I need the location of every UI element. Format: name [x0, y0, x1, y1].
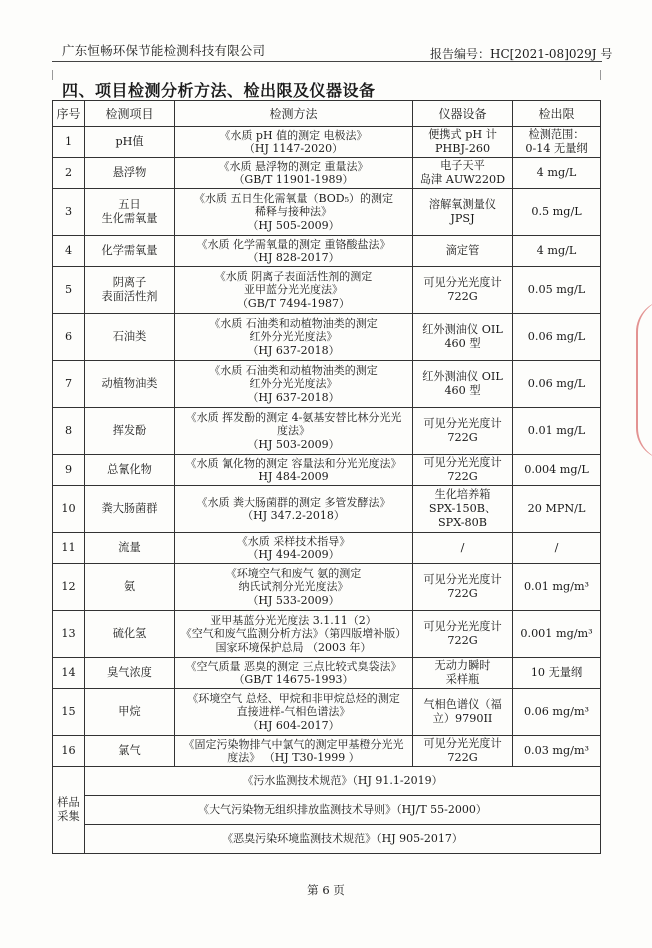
- instrument: 滴定管: [413, 236, 513, 267]
- test-method: 《水质 粪大肠菌群的测定 多管发酵法》 （HJ 347.2-2018）: [175, 486, 413, 533]
- row-number: 4: [53, 236, 85, 267]
- row-number: 7: [53, 361, 85, 408]
- detection-limit: 检测范围： 0-14 无量纲: [513, 127, 601, 158]
- instrument: 可见分光光度计 722G: [413, 736, 513, 767]
- test-method: 亚甲基蓝分光光度法 3.1.11（2） 《空气和废气监测分析方法》（第四版增补版） 国家环境保护总局 （2003 年）: [175, 611, 413, 658]
- table-row: [53, 314, 601, 361]
- table-row: [53, 486, 601, 533]
- instrument: 溶解氧测量仪 JPSJ: [413, 189, 513, 236]
- corner-mark: [600, 70, 601, 80]
- sampling-row: [53, 767, 601, 796]
- test-item: 石油类: [85, 314, 175, 361]
- table-row: [53, 658, 601, 689]
- table-row: [53, 361, 601, 408]
- page-number: 第 6 页: [307, 883, 345, 897]
- detection-limit: 4 mg/L: [513, 158, 601, 189]
- detection-limit: 4 mg/L: [513, 236, 601, 267]
- test-method: 《水质 氰化物的测定 容量法和分光光度法》 HJ 484-2009: [175, 455, 413, 486]
- section-title: 四、项目检测分析方法、检出限及仪器设备: [62, 81, 376, 100]
- instrument: 可见分光光度计 722G: [413, 455, 513, 486]
- test-method: 《水质 石油类和动植物油类的测定 红外分光光度法》 （HJ 637-2018）: [175, 361, 413, 408]
- instrument: 可见分光光度计 722G: [413, 267, 513, 314]
- test-item: 五日 生化需氧量: [85, 189, 175, 236]
- detection-limit: 20 MPN/L: [513, 486, 601, 533]
- header-no: 序号: [53, 101, 85, 127]
- test-item: 阴离子 表面活性剂: [85, 267, 175, 314]
- test-method: 《水质 挥发酚的测定 4-氨基安替比林分光光 度法》 （HJ 503-2009）: [175, 408, 413, 455]
- company-name: 广东恒畅环保节能检测科技有限公司: [62, 43, 266, 58]
- row-number: 16: [53, 736, 85, 767]
- test-item: 甲烷: [85, 689, 175, 736]
- test-method: 《水质 悬浮物的测定 重量法》 （GB/T 11901-1989）: [175, 158, 413, 189]
- detection-limit: 0.01 mg/m³: [513, 564, 601, 611]
- instrument: /: [413, 533, 513, 564]
- sampling-row: [53, 825, 601, 854]
- row-number: 3: [53, 189, 85, 236]
- instrument: 可见分光光度计 722G: [413, 564, 513, 611]
- test-method: 《水质 阴离子表面活性剂的测定 亚甲蓝分光光度法》 （GB/T 7494-1987）: [175, 267, 413, 314]
- header-item: 检测项目: [85, 101, 175, 127]
- test-method: 《水质 五日生化需氧量（BOD₅）的测定 稀释与接种法》 （HJ 505-2009）: [175, 189, 413, 236]
- instrument: 红外测油仪 OIL 460 型: [413, 361, 513, 408]
- row-number: 12: [53, 564, 85, 611]
- row-number: 13: [53, 611, 85, 658]
- table-row: [53, 127, 601, 158]
- test-item: 悬浮物: [85, 158, 175, 189]
- instrument: 气相色谱仪（福 立）9790II: [413, 689, 513, 736]
- table-row: [53, 408, 601, 455]
- detection-limit: 0.05 mg/L: [513, 267, 601, 314]
- table-row: [53, 236, 601, 267]
- test-item: 臭气浓度: [85, 658, 175, 689]
- detection-limit: 0.06 mg/L: [513, 361, 601, 408]
- table-row: [53, 611, 601, 658]
- table-row: [53, 189, 601, 236]
- table-row: [53, 267, 601, 314]
- test-method: 《环境空气 总烃、甲烷和非甲烷总烃的测定 直接进样-气相色谱法》 （HJ 604-2017）: [175, 689, 413, 736]
- instrument: 可见分光光度计 722G: [413, 611, 513, 658]
- row-number: 9: [53, 455, 85, 486]
- report-number: 报告编号：HC[2021-08]029J 号: [430, 47, 613, 61]
- detection-limit: 0.001 mg/m³: [513, 611, 601, 658]
- sampling-standard: 《大气污染物无组织排放监测技术导则》（HJ/T 55-2000）: [85, 796, 601, 825]
- row-number: 1: [53, 127, 85, 158]
- instrument: 无动力瞬时 采样瓶: [413, 658, 513, 689]
- instrument: 红外测油仪 OIL 460 型: [413, 314, 513, 361]
- row-number: 10: [53, 486, 85, 533]
- table-row: [53, 564, 601, 611]
- sampling-label: 样品采集: [53, 767, 85, 854]
- sampling-standard: 《恶臭污染环境监测技术规范》（HJ 905-2017）: [85, 825, 601, 854]
- test-item: 挥发酚: [85, 408, 175, 455]
- test-method: 《固定污染物排气中氯气的测定甲基橙分光光 度法》 （HJ T30-1999 ）: [175, 736, 413, 767]
- header-method: 检测方法: [175, 101, 413, 127]
- test-method: 《空气质量 恶臭的测定 三点比较式臭袋法》 （GB/T 14675-1993）: [175, 658, 413, 689]
- test-method: 《水质 pH 值的测定 电极法》 （HJ 1147-2020）: [175, 127, 413, 158]
- detection-limit: 0.004 mg/L: [513, 455, 601, 486]
- table-row: [53, 455, 601, 486]
- row-number: 2: [53, 158, 85, 189]
- instrument: 便携式 pH 计 PHBJ-260: [413, 127, 513, 158]
- test-item: 化学需氧量: [85, 236, 175, 267]
- sampling-row: [53, 796, 601, 825]
- detection-limit: 0.03 mg/m³: [513, 736, 601, 767]
- methods-table: [52, 100, 601, 854]
- sampling-standard: 《污水监测技术规范》（HJ 91.1-2019）: [85, 767, 601, 796]
- row-number: 5: [53, 267, 85, 314]
- instrument: 可见分光光度计 722G: [413, 408, 513, 455]
- header-divider: [52, 61, 602, 62]
- header-instrument: 仪器设备: [413, 101, 513, 127]
- row-number: 6: [53, 314, 85, 361]
- table-row: [53, 736, 601, 767]
- detection-limit: 0.06 mg/L: [513, 314, 601, 361]
- table-row: [53, 533, 601, 564]
- red-seal-stamp: [636, 300, 652, 460]
- instrument: 电子天平 岛津 AUW220D: [413, 158, 513, 189]
- detection-limit: 0.01 mg/L: [513, 408, 601, 455]
- test-item: 动植物油类: [85, 361, 175, 408]
- test-item: 氯气: [85, 736, 175, 767]
- header-limit: 检出限: [513, 101, 601, 127]
- test-method: 《水质 石油类和动植物油类的测定 红外分光光度法》 （HJ 637-2018）: [175, 314, 413, 361]
- test-item: pH值: [85, 127, 175, 158]
- instrument: 生化培养箱 SPX-150B、 SPX-80B: [413, 486, 513, 533]
- table-header-row: [53, 101, 601, 127]
- table-row: [53, 158, 601, 189]
- detection-limit: /: [513, 533, 601, 564]
- detection-limit: 10 无量纲: [513, 658, 601, 689]
- row-number: 11: [53, 533, 85, 564]
- test-item: 流量: [85, 533, 175, 564]
- test-item: 氨: [85, 564, 175, 611]
- test-item: 粪大肠菌群: [85, 486, 175, 533]
- test-method: 《环境空气和废气 氨的测定 纳氏试剂分光光度法》 （HJ 533-2009）: [175, 564, 413, 611]
- row-number: 8: [53, 408, 85, 455]
- test-method: 《水质 化学需氧量的测定 重铬酸盐法》 （HJ 828-2017）: [175, 236, 413, 267]
- test-method: 《水质 采样技术指导》 （HJ 494-2009）: [175, 533, 413, 564]
- table-row: [53, 689, 601, 736]
- test-item: 总氰化物: [85, 455, 175, 486]
- detection-limit: 0.5 mg/L: [513, 189, 601, 236]
- test-item: 硫化氢: [85, 611, 175, 658]
- row-number: 15: [53, 689, 85, 736]
- detection-limit: 0.06 mg/m³: [513, 689, 601, 736]
- row-number: 14: [53, 658, 85, 689]
- corner-mark: [52, 70, 53, 80]
